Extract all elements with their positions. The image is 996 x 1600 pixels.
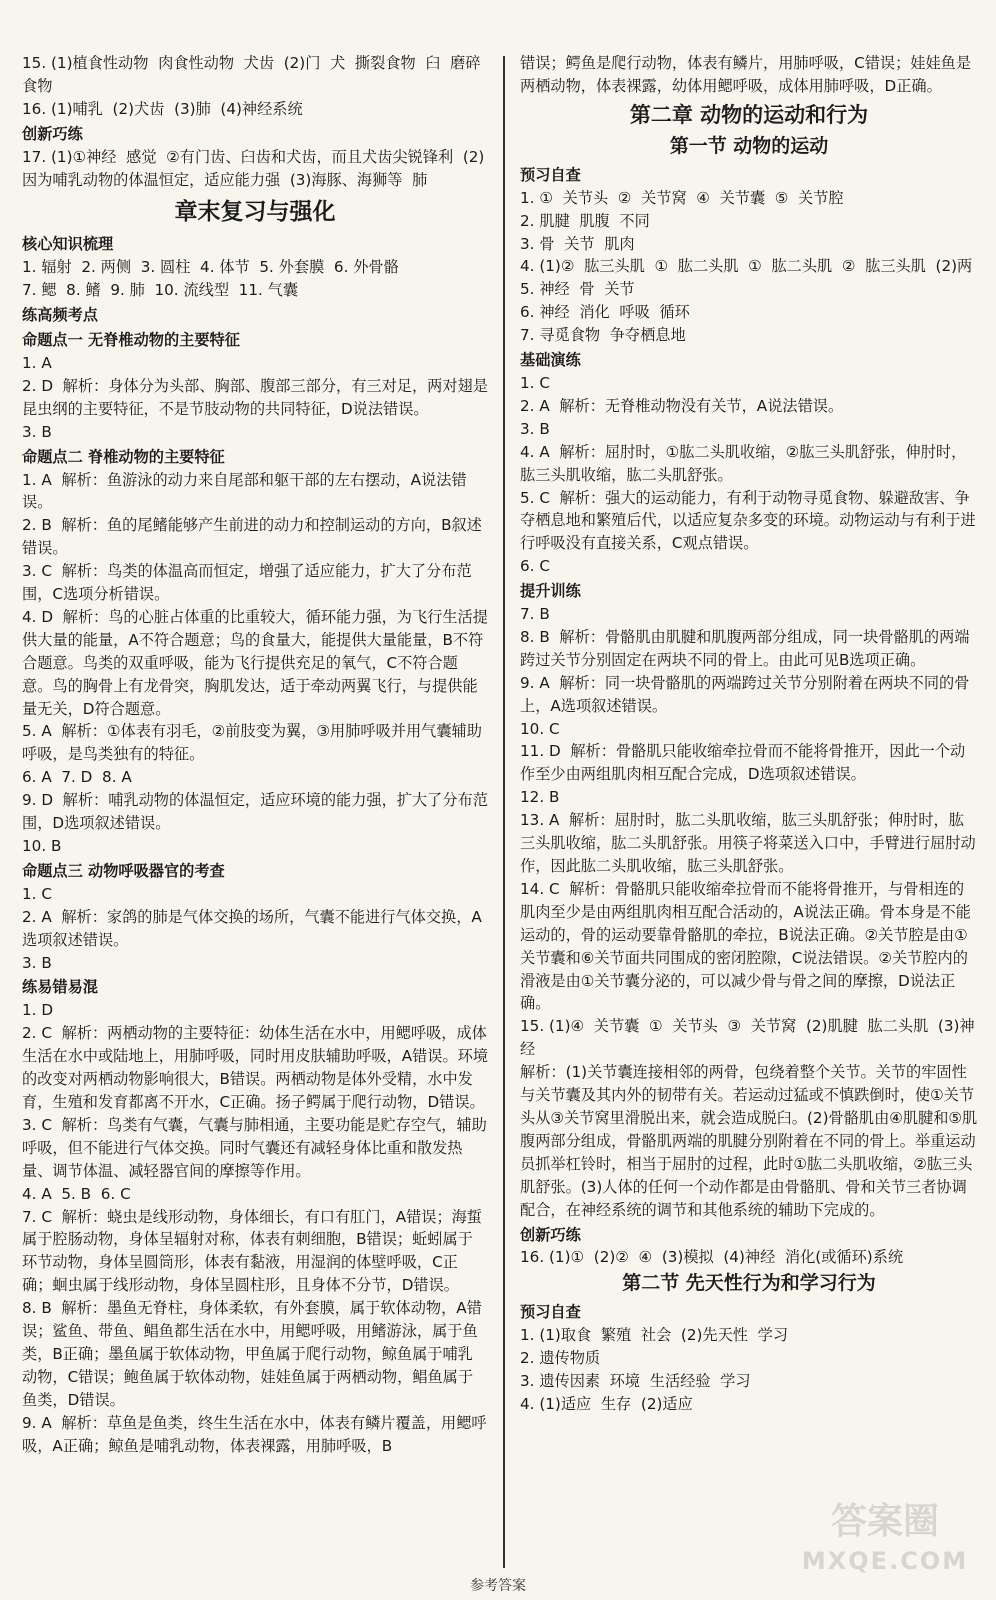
answer-line: 2. A 解析：家鸽的肺是气体交换的场所，气囊不能进行气体交换，A选项叙述错误。 bbox=[22, 907, 482, 949]
watermark-url: MXQE.COM bbox=[801, 1547, 969, 1575]
answer-line: 3. B bbox=[22, 953, 52, 972]
answer-line: 12. B bbox=[520, 788, 560, 807]
section-heading: 创新巧练 bbox=[520, 1225, 581, 1244]
section-heading: 核心知识梳理 bbox=[22, 235, 114, 254]
answer-line: 15. (1)④ 关节囊 ① 关节头 ③ 关节窝 (2)肌腱 肱二头肌 (3)神经 bbox=[520, 1017, 975, 1059]
answer-line: 1. 辐射 2. 两侧 3. 圆柱 4. 体节 5. 外套膜 6. 外骨骼 bbox=[22, 258, 399, 277]
answer-line: 5. C 解析：强大的运动能力，有利于动物寻觅食物、躲避敌害、争夺栖息地和繁殖后代，以适应复杂多变的环境。动物运动与有利于进行呼吸没有直接关系，C观点错误。 bbox=[520, 488, 976, 553]
answer-line: 2. 遗传物质 bbox=[520, 1349, 601, 1368]
answer-line: 5. 神经 骨 关节 bbox=[520, 280, 635, 299]
section-heading: 命题点二 脊椎动物的主要特征 bbox=[22, 447, 225, 466]
answer-line: 7. C 解析：蛲虫是线形动物，身体细长，有口有肛门，A错误；海蜇属于腔肠动物，身体呈辐射对称，体表有刺细胞，B错误；蚯蚓属于环节动物，身体呈圆筒形，体表有黏液，用湿润的体壁呼吸，C正确；蛔虫属于线形动物，身体呈圆柱形，且身体不分节，D错误。 bbox=[22, 1207, 483, 1295]
answer-line: 9. D 解析：哺乳动物的体温恒定，适应环境的能力强，扩大了分布范围，D选项叙述错误。 bbox=[22, 791, 488, 833]
answer-line: 2. B 解析：鱼的尾鳍能够产生前进的动力和控制运动的方向，B叙述错误。 bbox=[22, 516, 482, 558]
answer-line: 2. D 解析：身体分为头部、胸部、腹部三部分，有三对足，两对翅是昆虫纲的主要特征，不是节肢动物的共同特征，D说法错误。 bbox=[22, 376, 488, 418]
answer-line: 3. C 解析：鸟类的体温高而恒定，增强了适应能力，扩大了分布范围，C选项分析错误。 bbox=[22, 562, 472, 604]
answer-line: 13. A 解析：屈肘时，肱二头肌收缩，肱三头肌舒张；伸肘时，肱三头肌收缩，肱二头肌舒张。用筷子将菜送入口中，手臂进行屈肘动作，因此肱二头肌收缩，肱三头肌舒张。 bbox=[520, 811, 976, 875]
answer-line: 3. 遗传因素 环境 生活经验 学习 bbox=[520, 1372, 751, 1391]
answer-line: 1. (1)取食 繁殖 社会 (2)先天性 学习 bbox=[520, 1326, 789, 1345]
page-footer: 参考答案 bbox=[470, 1578, 526, 1594]
answer-line: 16. (1)哺乳 (2)犬齿 (3)肺 (4)神经系统 bbox=[22, 99, 303, 118]
answer-line: 错误；鳄鱼是爬行动物，体表有鳞片，用肺呼吸，C错误；娃娃鱼是两栖动物，体表裸露，幼体用鳃呼吸，成体用肺呼吸，D正确。 bbox=[520, 54, 972, 95]
answer-line: 4. (1)② 肱三头肌 ① 肱二头肌 ① 肱二头肌 ② 肱三头肌 (2)两 bbox=[520, 257, 973, 276]
section-heading: 练易错易混 bbox=[22, 978, 98, 997]
answer-line: 1. A bbox=[22, 353, 52, 372]
answer-line: 3. B bbox=[520, 419, 550, 438]
right-column bbox=[520, 52, 978, 1416]
answer-line: 1. D bbox=[22, 1001, 54, 1020]
column-divider bbox=[503, 56, 505, 1568]
answer-line: 2. C 解析：两栖动物的主要特征：幼体生活在水中，用鳃呼吸，成体生活在水中或陆地上，用肺呼吸，同时用皮肤辅助呼吸，A错误。环境的改变对两栖动物影响很大，B错误。两栖动物是体外受精，水中发育，生殖和发育都离不开水，C正确。扬子鳄属于爬行动物，D错误。 bbox=[22, 1024, 489, 1111]
answer-line: 7. 寻觅食物 争夺栖息地 bbox=[520, 326, 686, 345]
section-heading: 练高频考点 bbox=[22, 306, 98, 325]
section-heading: 创新巧练 bbox=[22, 124, 83, 143]
section-heading: 预习自查 bbox=[520, 165, 581, 184]
section-heading: 命题点一 无脊椎动物的主要特征 bbox=[22, 331, 240, 350]
answer-line: 16. (1)① (2)② ④ (3)模拟 (4)神经 消化(或循环)系统 bbox=[520, 1248, 904, 1267]
answer-line: 3. C 解析：鸟类有气囊，气囊与肺相通，主要功能是贮存空气，辅助呼吸，但不能进行气体交换。同时气囊还有减轻身体比重和散发热量、调节体温、减轻器官间的摩擦等作用。 bbox=[22, 1115, 487, 1180]
answer-line: 5. A 解析：①体表有羽毛，②前肢变为翼，③用肺呼吸并用气囊辅助呼吸，是鸟类独有的特征。 bbox=[22, 722, 482, 764]
answer-line: 1. C bbox=[22, 884, 52, 903]
chapter-title: 第二章 动物的运动和行为 bbox=[629, 102, 869, 127]
answer-line: 6. A 7. D 8. A bbox=[22, 768, 132, 787]
answer-line: 解析：(1)关节囊连接相邻的两骨，包绕着整个关节。关节的牢固性与关节囊及其内外的韧带有关。若运动过猛或不慎跌倒时，使①关节头从③关节窝里滑脱出来，就会造成脱臼。(2)骨骼肌由④肌腱和⑤肌腹两部分组成，骨骼肌两端的肌腱分别附着在不同的骨上。举重运动员抓举杠铃时，相当于屈肘的过程，此时①肱二头肌收缩，②肱三头肌舒张。(3)人体的任何一个动作都是由骨骼肌、骨和关节三者协调配合，在神经系统的调节和其他系统的辅助下完成的。 bbox=[520, 1063, 978, 1219]
answer-line: 6. C bbox=[520, 557, 550, 576]
answer-line: 7. B bbox=[520, 605, 550, 624]
watermark-text: 答案圈 bbox=[830, 1501, 939, 1542]
answer-line: 14. C 解析：骨骼肌只能收缩牵拉骨而不能将骨推开，与骨相连的肌肉至少是由两组肌肉相互配合活动的，A说法正确。骨本身是不能运动的，骨的运动要靠骨骼肌的牵拉，B说法正确。②关节腔是由①关节囊和⑥关节面共同围成的密闭腔隙，C说法错误。②关节腔内的滑液是由①关节囊分泌的，可以减少骨与骨之间的摩擦，D说法正确。 bbox=[520, 879, 971, 1013]
watermark-logo bbox=[790, 1498, 980, 1586]
answer-line: 1. ① 关节头 ② 关节窝 ④ 关节囊 ⑤ 关节腔 bbox=[520, 188, 844, 207]
answer-line: 9. A 解析：草鱼是鱼类，终生生活在水中，体表有鳞片覆盖，用鳃呼吸，A正确；鲸鱼是哺乳动物，体表裸露，用肺呼吸，B bbox=[22, 1413, 487, 1455]
section-title: 第一节 动物的运动 bbox=[669, 134, 829, 157]
section-title: 第二节 先天性行为和学习行为 bbox=[622, 1272, 876, 1295]
answer-line: 8. B 解析：墨鱼无脊柱，身体柔软，有外套膜，属于软体动物，A错误；鲨鱼、带鱼、鲳鱼都生活在水中，用鳃呼吸，用鳍游泳，属于鱼类，B正确；墨鱼属于软体动物，甲鱼属于爬行动物，鲸鱼属于哺乳动物，C错误；鲍鱼属于软体动物，娃娃鱼属于两栖动物，鲳鱼属于鱼类，D错误。 bbox=[22, 1299, 482, 1409]
answer-line: 2. A 解析：无脊椎动物没有关节，A说法错误。 bbox=[520, 396, 844, 415]
answer-line: 3. 骨 关节 肌肉 bbox=[520, 234, 635, 253]
section-heading: 命题点三 动物呼吸器官的考查 bbox=[22, 861, 225, 880]
section-heading: 提升训练 bbox=[520, 582, 581, 601]
chapter-title: 章末复习与强化 bbox=[174, 199, 336, 226]
answer-line: 17. (1)①神经 感觉 ②有门齿、臼齿和犬齿，而且犬齿尖锐锋利 (2)因为哺乳动物的体温恒定，适应能力强 (3)海豚、海狮等 肺 bbox=[22, 147, 485, 189]
answer-line: 1. A 解析：鱼游泳的动力来自尾部和躯干部的左右摆动，A说法错误。 bbox=[22, 470, 467, 512]
answer-line: 4. (1)适应 生存 (2)适应 bbox=[520, 1394, 693, 1413]
answer-line: 2. 肌腱 肌腹 不同 bbox=[520, 211, 650, 230]
answer-line: 9. A 解析：同一块骨骼肌的两端跨过关节分别附着在两块不同的骨上，A选项叙述错误。 bbox=[520, 673, 970, 715]
answer-line: 4. A 解析：屈肘时，①肱二头肌收缩，②肱三头肌舒张，伸肘时，肱三头肌收缩，肱二头肌舒张。 bbox=[520, 442, 967, 484]
answer-line: 4. D 解析：鸟的心脏占体重的比重较大，循环能力强，为飞行生活提供大量的能量，A不符合题意；鸟的食量大，能提供大量能量，B不符合题意。鸟类的双重呼吸，能为飞行提供充足的氧气，C不符合题意。鸟的胸骨上有龙骨突，胸肌发达，适于牵动两翼飞行，与提供能量无关，D符合题意。 bbox=[22, 607, 488, 718]
answer-line: 10. B bbox=[22, 837, 62, 855]
answer-line: 1. C bbox=[520, 373, 550, 392]
section-heading: 基础演练 bbox=[520, 351, 581, 370]
answer-line: 11. D 解析：骨骼肌只能收缩牵拉骨而不能将骨推开，因此一个动作至少由两组肌肉相互配合完成，D选项叙述错误。 bbox=[520, 742, 966, 784]
answer-line: 8. B 解析：骨骼肌由肌腱和肌腹两部分组成，同一块骨骼肌的两端跨过关节分别固定在两块不同的骨上。由此可见B选项正确。 bbox=[520, 627, 970, 669]
section-heading: 预习自查 bbox=[520, 1303, 581, 1322]
answer-line: 7. 鳃 8. 鳍 9. 肺 10. 流线型 11. 气囊 bbox=[22, 281, 299, 300]
answer-line: 3. B bbox=[22, 422, 52, 441]
answer-line: 10. C bbox=[520, 719, 560, 738]
answer-line: 6. 神经 消化 呼吸 循环 bbox=[520, 303, 690, 322]
answer-line: 15. (1)植食性动物 肉食性动物 犬齿 (2)门 犬 撕裂食物 臼 磨碎食物 bbox=[22, 54, 481, 95]
answer-line: 4. A 5. B 6. C bbox=[22, 1184, 131, 1203]
left-column bbox=[22, 52, 488, 1457]
